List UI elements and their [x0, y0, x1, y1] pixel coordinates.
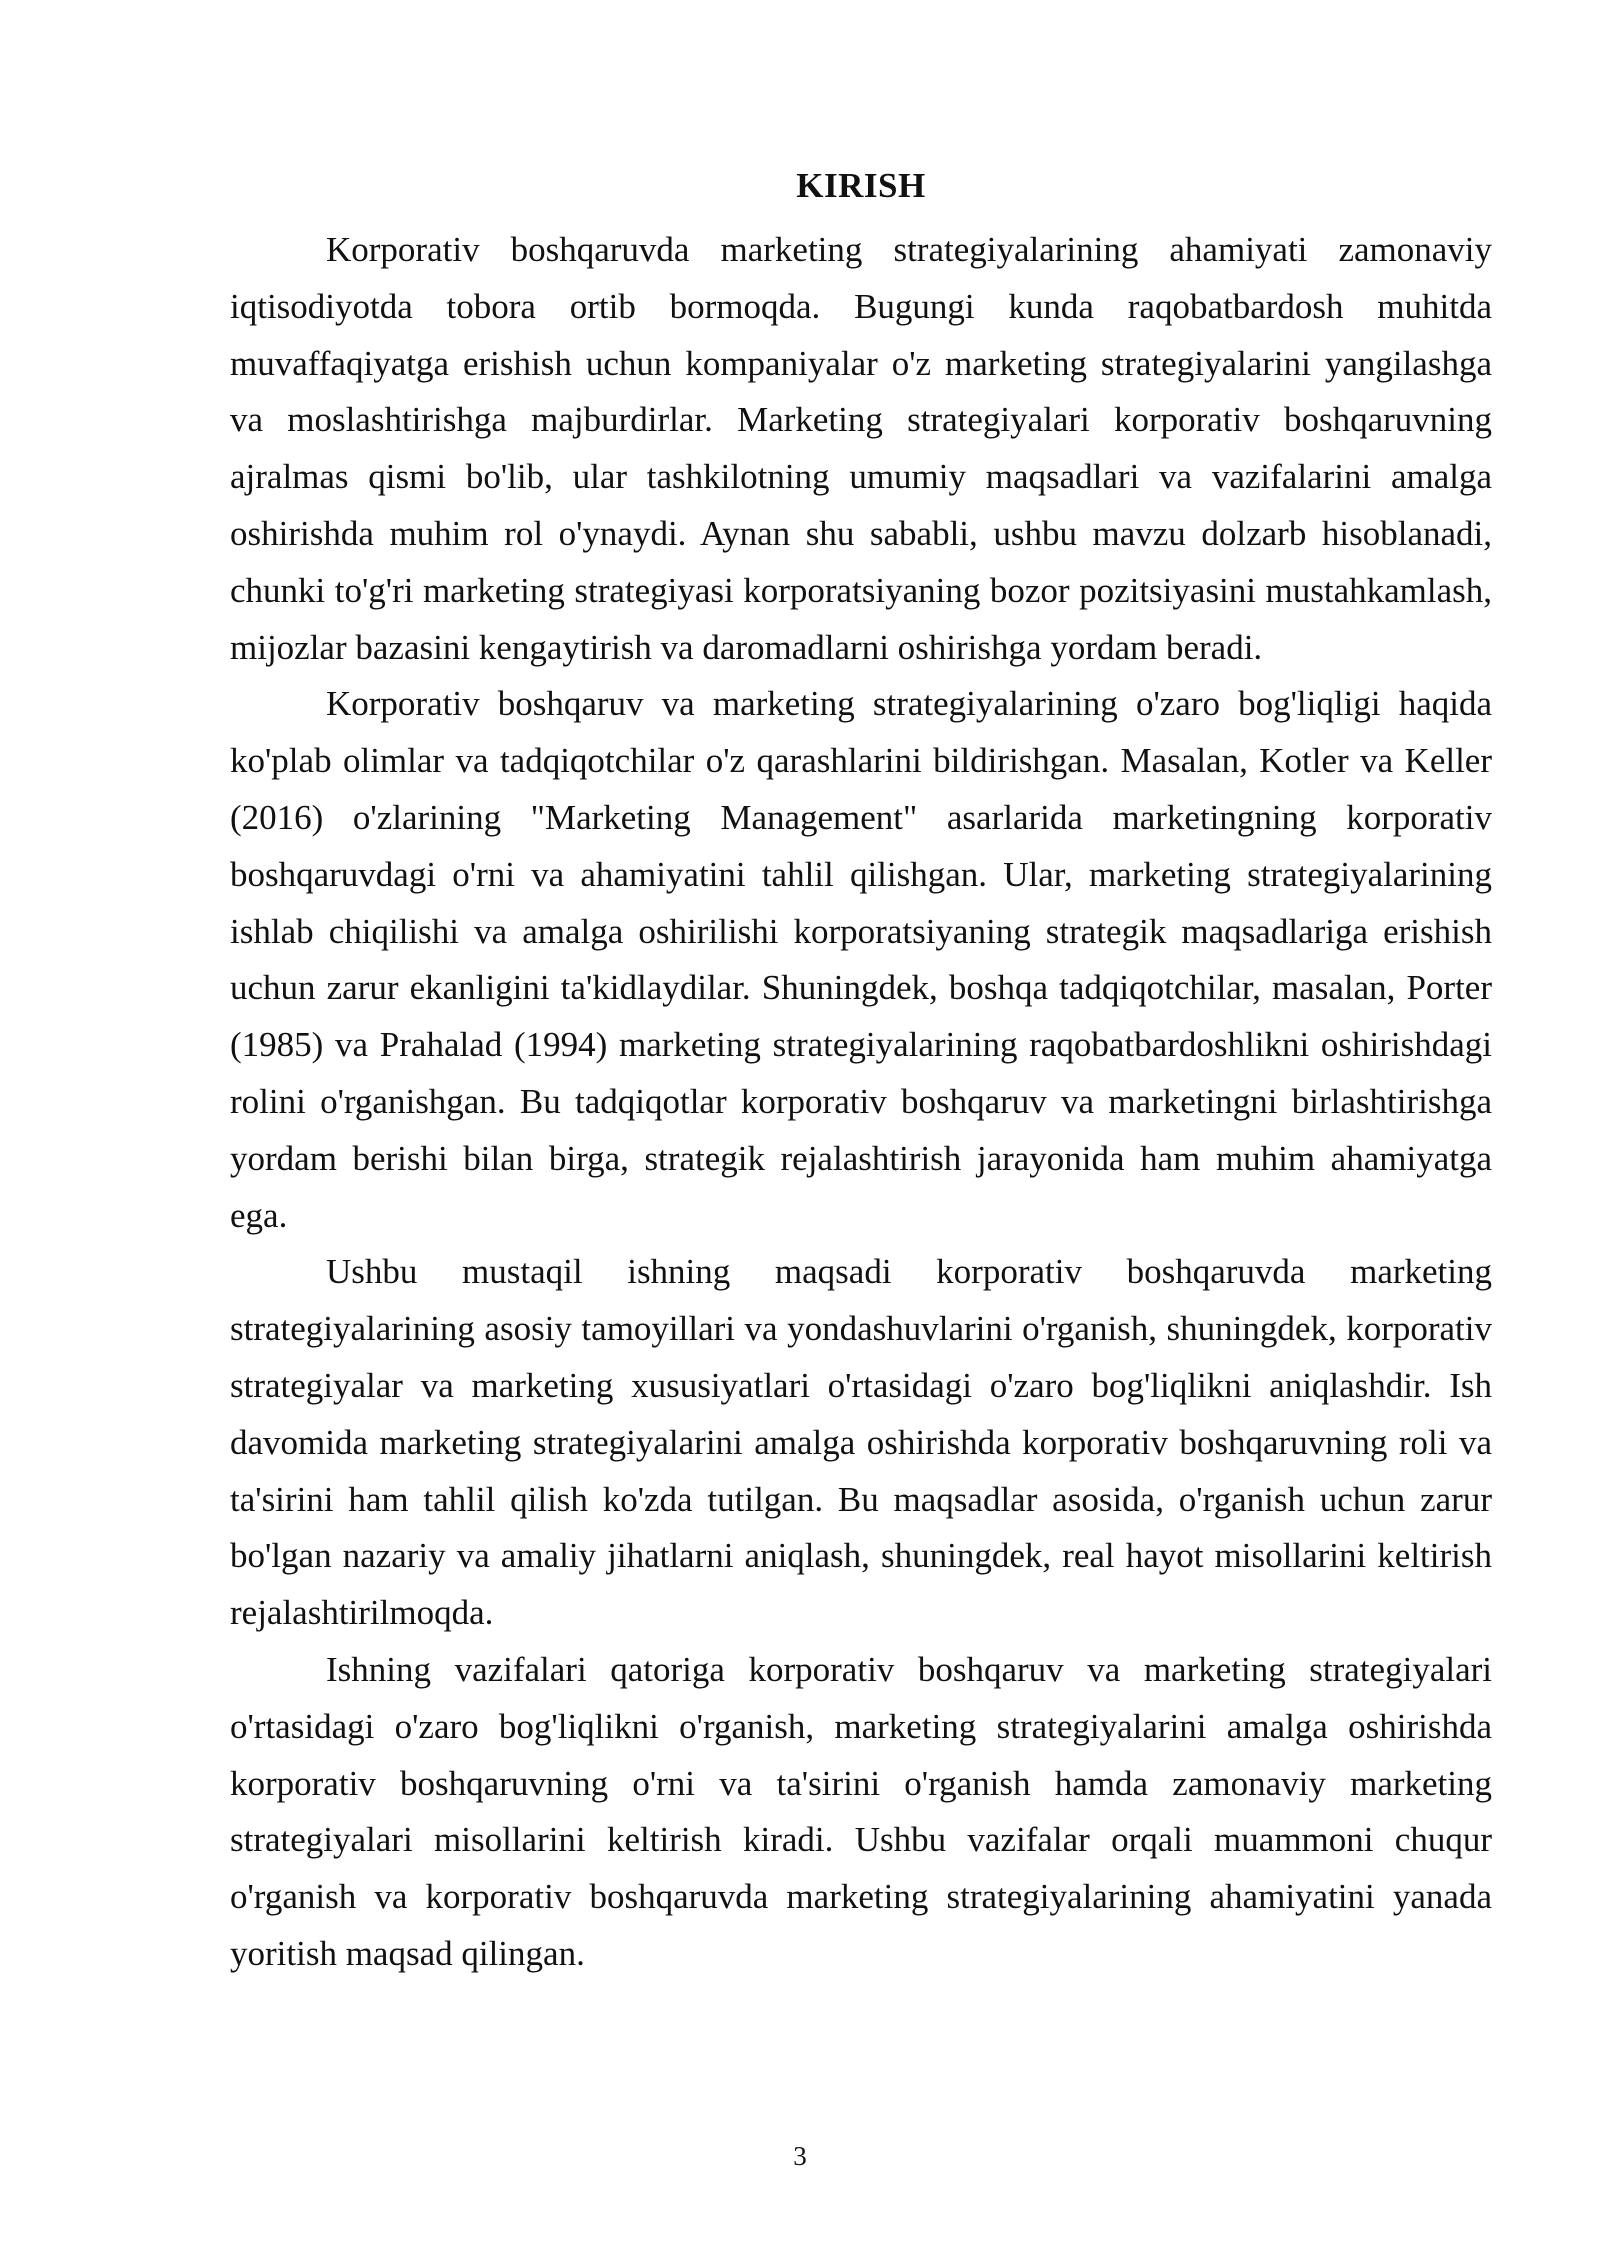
section-title: KIRISH: [796, 166, 926, 205]
paragraph-2: Korporativ boshqaruv va marketing strategiyalarining o'zaro bog'liqligi haqida ko'plab olimlar va tadqiqotchilar o'z qarashlarini bildirishgan. Masalan, Kotler va Keller (2016) o'zlarining "Marketing Management" asarlarida marketingning korporativ boshqaruvdagi o'rni va ahamiyatini tahlil qilishgan. Ular, marketing strategiyalarining ishlab chiqilishi va amalga oshirilishi korporatsiyaning strategik maqsadlariga erishish uchun zarur ekanligini ta'kidlaydilar. Shuningdek, boshqa tadqiqotchilar, masalan, Porter (1985) va Prahalad (1994) marketing strategiyalarining raqobatbardoshlikni oshirishdagi rolini o'rganishgan. Bu tadqiqotlar korporativ boshqaruv va marketingni birlashtirishga yordam berishi bilan birga, strategik rejalashtirish jarayonida ham muhim ahamiyatga ega.: [230, 684, 1492, 1235]
paragraph-3: Ushbu mustaqil ishning maqsadi korporativ boshqaruvda marketing strategiyalarining asosiy tamoyillari va yondashuvlarini o'rganish, shuningdek, korporativ strategiyalar va marketing xususiyatlari o'rtasidagi o'zaro bog'liqlikni aniqlashdir. Ish davomida marketing strategiyalarini amalga oshirishda korporativ boshqaruvning roli va ta'sirini ham tahlil qilish ko'zda tutilgan. Bu maqsadlar asosida, o'rganish uchun zarur bo'lgan nazariy va amaliy jihatlarni aniqlash, shuningdek, real hayot misollarini keltirish rejalashtirilmoqda.: [230, 1252, 1492, 1633]
paragraph-1: Korporativ boshqaruvda marketing strategiyalarining ahamiyati zamonaviy iqtisodiyotda tobora ortib bormoqda. Bugungi kunda raqobatbardosh muhitda muvaffaqiyatga erishish uchun kompaniyalar o'z marketing strategiyalarini yangilashga va moslashtirishga majburdirlar. Marketing strategiyalari korporativ boshqaruvning ajralmas qismi bo'lib, ular tashkilotning umumiy maqsadlari va vazifalarini amalga oshirishda muhim rol o'ynaydi. Aynan shu sababli, ushbu mavzu dolzarb hisoblanadi, chunki to'g'ri marketing strategiyasi korporatsiyaning bozor pozitsiyasini mustahkamlash, mijozlar bazasini kengaytirish va daromadlarni oshirishga yordam beradi.: [230, 230, 1492, 667]
page-content: [230, 164, 1492, 1983]
paragraph-4: Ishning vazifalari qatoriga korporativ boshqaruv va marketing strategiyalari o'rtasidagi o'zaro bog'liqlikni o'rganish, marketing strategiyalarini amalga oshirishda korporativ boshqaruvning o'rni va ta'sirini o'rganish hamda zamonaviy marketing strategiyalari misollarini keltirish kiradi. Ushbu vazifalar orqali muammoni chuqur o'rganish va korporativ boshqaruvda marketing strategiyalarining ahamiyatini yanada yoritish maqsad qilingan.: [230, 1649, 1492, 1973]
page-number: 3: [793, 2141, 807, 2171]
